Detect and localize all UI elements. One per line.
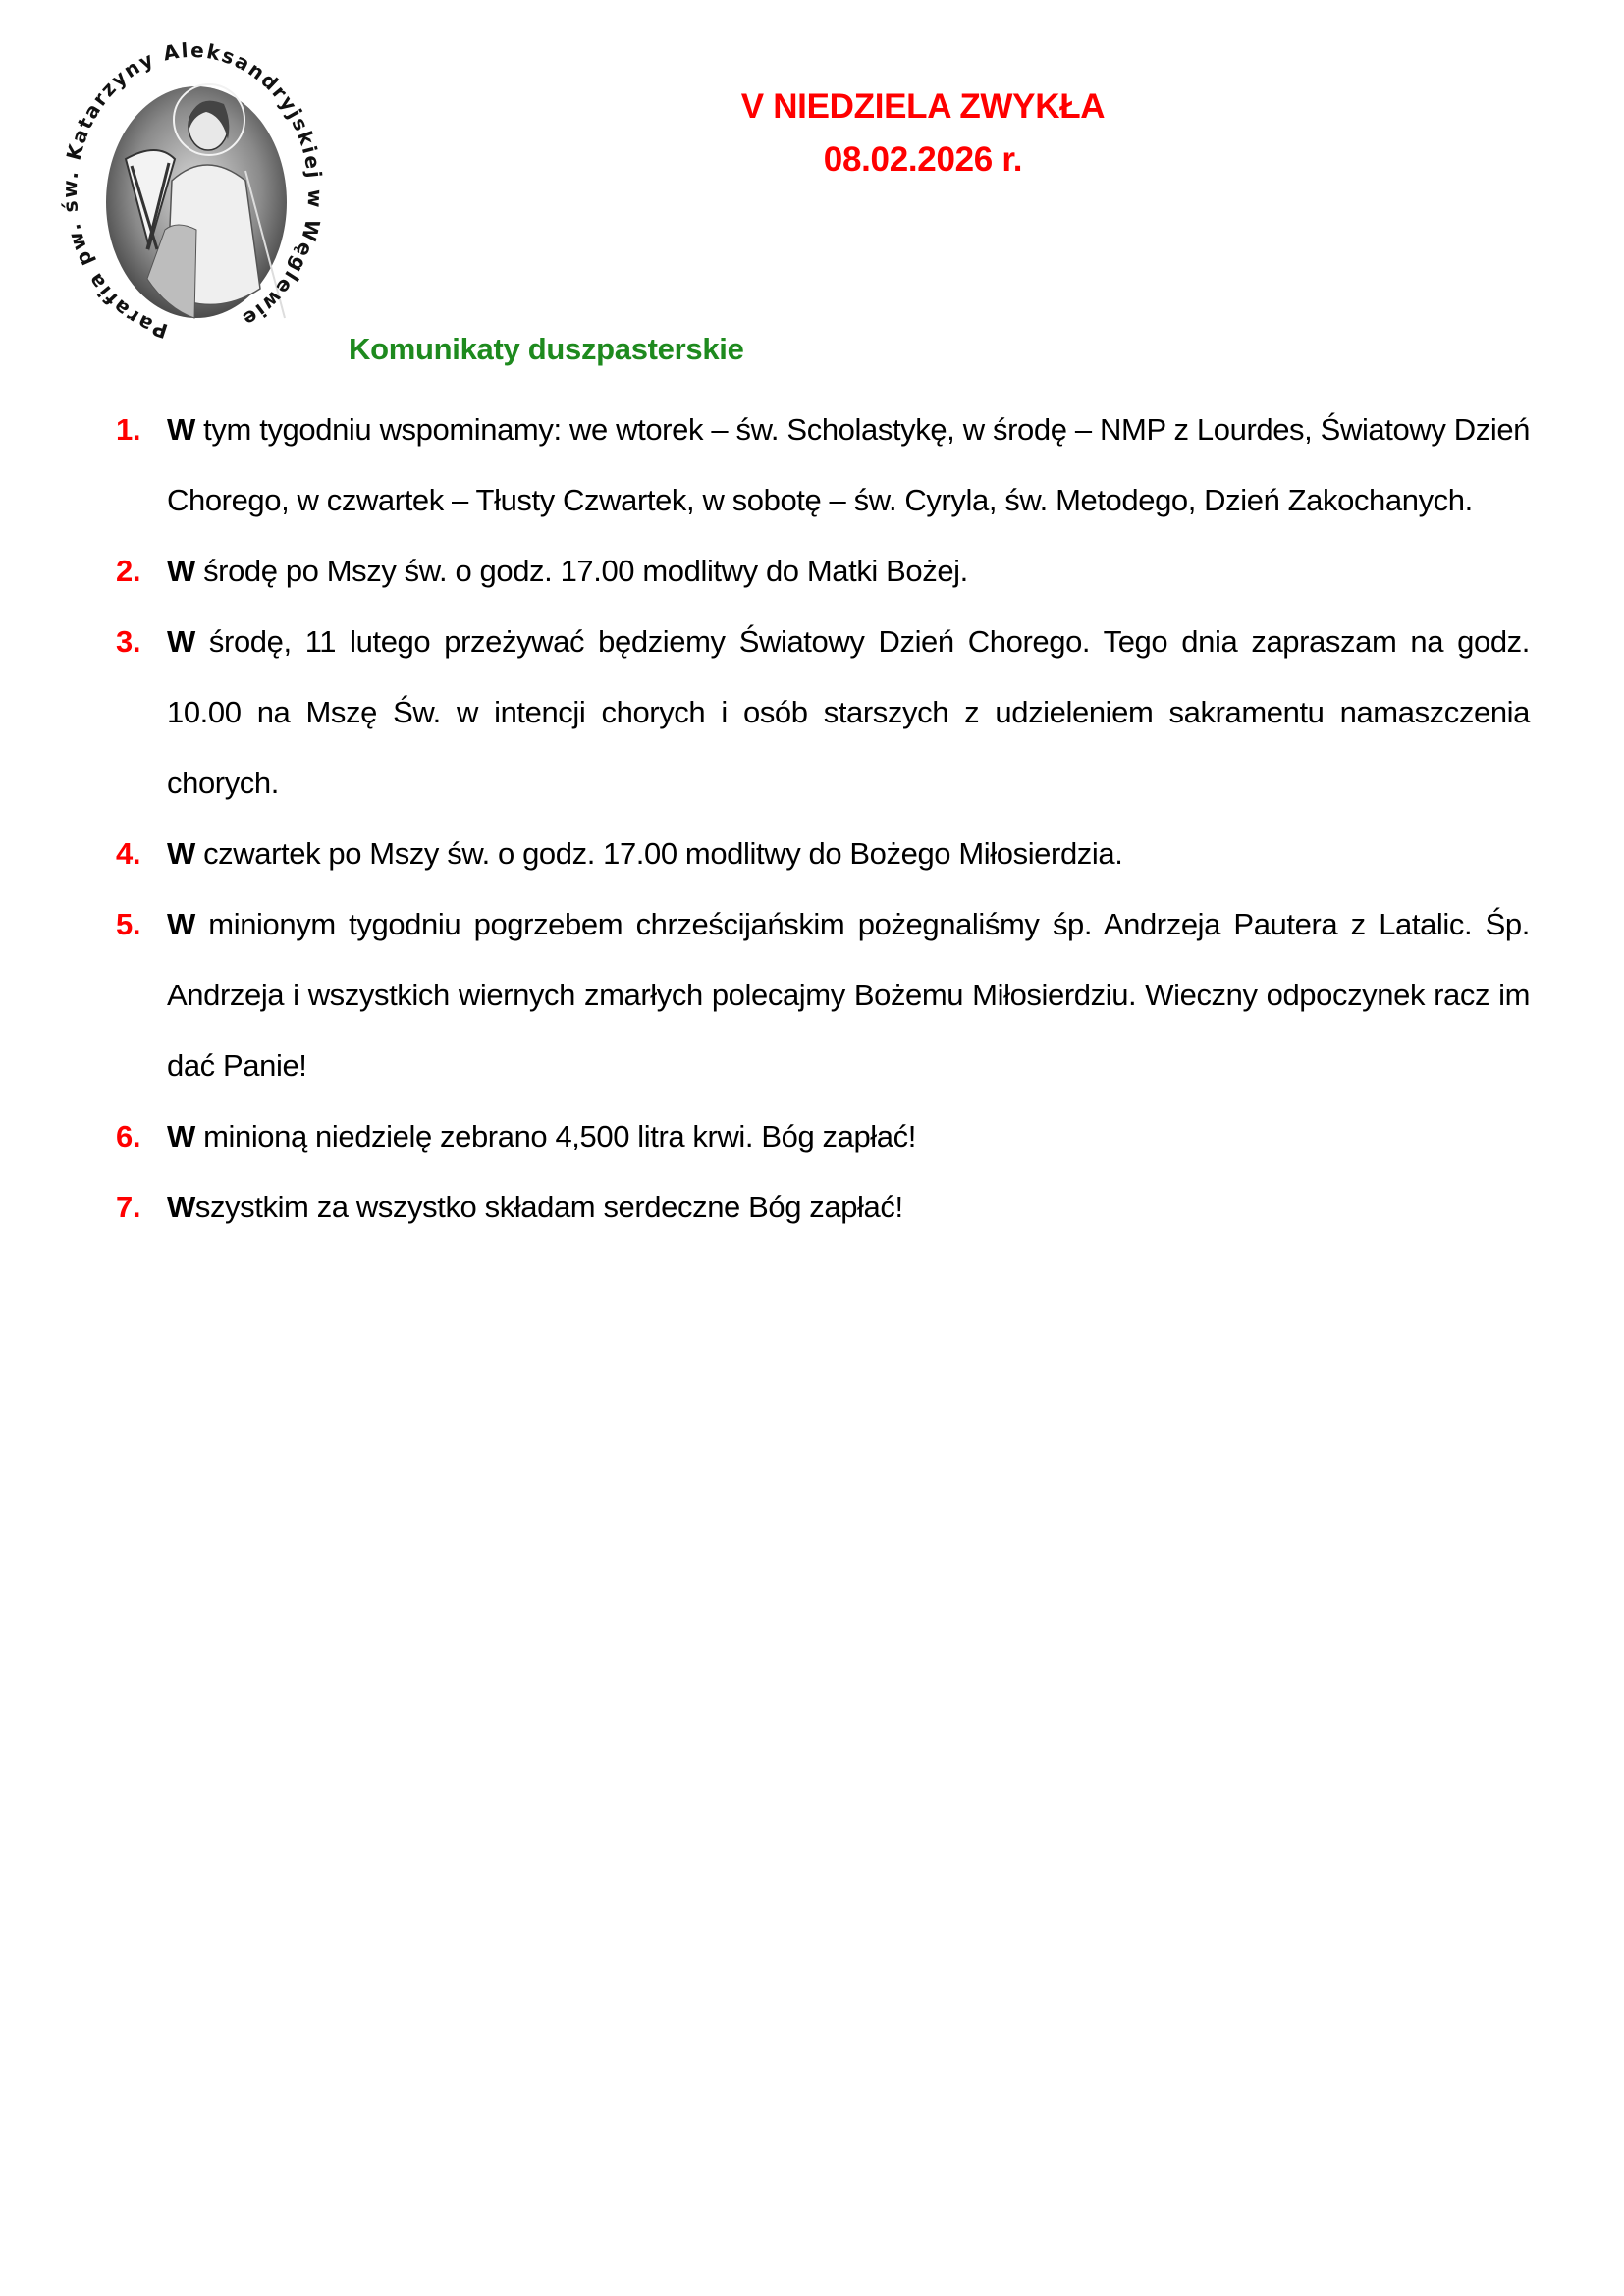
parish-seal-image bbox=[49, 33, 336, 357]
announcement-item bbox=[116, 819, 1530, 889]
item-text bbox=[167, 889, 1530, 1101]
item-number: 3. bbox=[116, 624, 141, 659]
item-body: czwartek po Mszy św. o godz. 17.00 modlitwy do Bożego Miłosierdzia. bbox=[194, 836, 1123, 871]
sunday-date: 08.02.2026 r. bbox=[823, 140, 1023, 179]
item-body: minionym tygodniu pogrzebem chrześcijańskim pożegnaliśmy śp. Andrzeja Pautera z Latalic. Śp. Andrzeja i wszystkich wiernych zmarłych polecajmy Bożemu Miłosierdziu. Wieczny odpoczynek racz im dać Panie! bbox=[167, 907, 1530, 1083]
item-text bbox=[167, 536, 1530, 607]
item-lead: W bbox=[167, 624, 195, 659]
item-number: 7. bbox=[116, 1190, 141, 1224]
item-body: minioną niedzielę zebrano 4,500 litra krwi. Bóg zapłać! bbox=[194, 1119, 916, 1153]
sunday-title: V NIEDZIELA ZWYKŁA bbox=[740, 87, 1106, 126]
item-number: 4. bbox=[116, 836, 141, 871]
announcement-item bbox=[116, 395, 1530, 536]
item-body: środę po Mszy św. o godz. 17.00 modlitwy do Matki Bożej. bbox=[194, 554, 968, 588]
announcement-item bbox=[116, 1172, 1530, 1243]
item-lead: W bbox=[167, 554, 195, 588]
item-lead: W bbox=[167, 907, 195, 941]
section-title: Komunikaty duszpasterskie bbox=[349, 332, 744, 366]
item-lead: W bbox=[167, 412, 195, 447]
item-number: 6. bbox=[116, 1119, 141, 1153]
item-number: 5. bbox=[116, 907, 141, 941]
item-text bbox=[167, 607, 1530, 819]
item-text bbox=[167, 1172, 1530, 1243]
announcement-item bbox=[116, 536, 1530, 607]
item-text bbox=[167, 1101, 1530, 1172]
announcement-item bbox=[116, 889, 1530, 1101]
parish-logo bbox=[49, 33, 336, 357]
announcements-list bbox=[116, 395, 1530, 1243]
item-body: środę, 11 lutego przeżywać będziemy Światowy Dzień Chorego. Tego dnia zapraszam na godz. 10.00 na Mszę Św. w intencji chorych i osób starszych z udzieleniem sakramentu namaszczenia chorych. bbox=[167, 624, 1530, 800]
item-body: tym tygodniu wspominamy: we wtorek – św. Scholastykę, w środę – NMP z Lourdes, Światowy Dzień Chorego, w czwartek – Tłusty Czwartek, w sobotę – św. Cyryla, św. Metodego, Dzień Zakochanych. bbox=[167, 412, 1530, 517]
item-body: szystkim za wszystko składam serdeczne Bóg zapłać! bbox=[194, 1190, 903, 1224]
announcement-item bbox=[116, 1101, 1530, 1172]
item-lead: W bbox=[167, 836, 195, 871]
item-text bbox=[167, 819, 1530, 889]
item-lead: W bbox=[167, 1190, 195, 1224]
page-header bbox=[628, 80, 1218, 187]
item-number: 1. bbox=[116, 412, 141, 447]
svg-text:Parafia pw. św. Katarzyny Alek: Parafia pw. św. Katarzyny Aleksandryjskiej w Węglewie bbox=[57, 37, 328, 344]
item-lead: W bbox=[167, 1119, 195, 1153]
item-number: 2. bbox=[116, 554, 141, 588]
announcement-item bbox=[116, 607, 1530, 819]
item-text bbox=[167, 395, 1530, 536]
